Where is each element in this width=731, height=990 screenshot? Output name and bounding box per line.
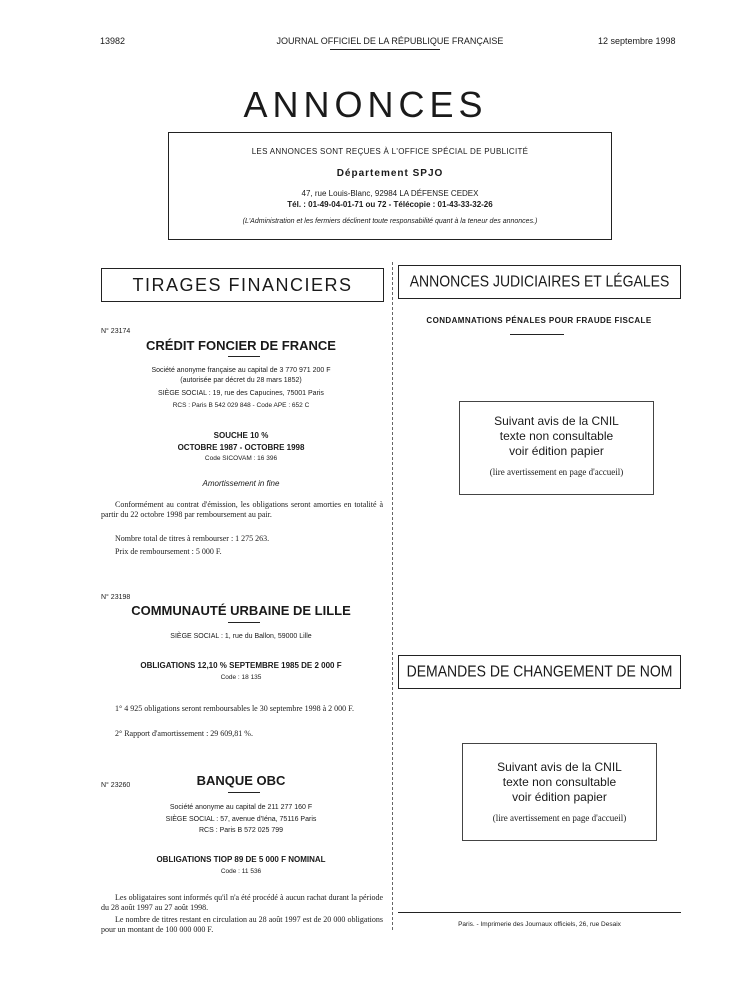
notice1-line1: Société anonyme française au capital de 3 770 971 200 F [151,367,331,374]
section-title-left: TIRAGES FINANCIERS [132,275,353,295]
cnil-notice-2 [462,743,657,841]
cnil2-line3: voir édition papier [512,790,607,804]
page-date: 12 septembre 1998 [598,36,676,46]
notice2-para1: 1° 4 925 obligations seront remboursables le 30 septembre 1998 à 2 000 F. [115,704,354,713]
announce-address: 47, rue Louis-Blanc, 92984 LA DÉFENSE CEDEX [301,189,479,198]
notice1-heading2: OCTOBRE 1987 - OCTOBRE 1998 [177,443,305,452]
notice-rule [228,622,260,623]
notice3-para1: Les obligataires sont informés qu'il n'a été procédé à aucun rachat durant la période du 28 août 1997 au 27 août 1998. [101,893,383,912]
notice2-line1: SIÈGE SOCIAL : 1, rue du Ballon, 59000 Lille [170,633,312,640]
subsection-rule [510,334,564,335]
notice1-heading1: SOUCHE 10 % [213,431,269,440]
notice3-line2: SIÈGE SOCIAL : 57, avenue d'Iéna, 75116 Paris [165,816,317,823]
notice2-para2: 2° Rapport d'amortissement : 29 609,81 %. [115,729,253,738]
cnil2-line1: Suivant avis de la CNIL [497,760,622,774]
page-number: 13982 [100,36,126,46]
subsection-condamnations: CONDAMNATIONS PÉNALES POUR FRAUDE FISCALE [426,316,652,325]
section-changement-nom [398,655,681,689]
notice2-code: Code : 18 135 [220,674,262,681]
cnil1-line2: texte non consultable [499,429,614,443]
notice-number-2: N° 23198 [101,594,131,601]
notice1-para2: Nombre total de titres à rembourser : 1 275 263. [115,534,270,543]
notice3-line1: Société anonyme au capital de 211 277 160 F [169,804,313,811]
notice3-heading1: OBLIGATIONS TIOP 89 DE 5 000 F NOMINAL [156,855,326,864]
cnil1-line3: voir édition papier [509,444,604,458]
printer-footer: Paris. - Imprimerie des Journaux officiels, 26, rue Desaix [458,921,621,928]
notice1-line4: RCS : Paris B 542 029 848 - Code APE : 652 C [172,402,310,409]
footer-rule [398,912,681,913]
cnil1-line4: (lire avertissement en page d'accueil) [489,467,624,477]
notice-rule [228,792,260,793]
announce-phone: Tél. : 01-49-04-01-71 ou 72 - Télécopie : 01-43-33-32-26 [287,200,493,209]
notice3-code: Code : 11 536 [220,868,262,875]
section-annonces-judiciaires [398,265,681,299]
column-divider [392,262,393,930]
notice1-line3: SIÈGE SOCIAL : 19, rue des Capucines, 75001 Paris [158,390,324,397]
section-title-right-2: DEMANDES DE CHANGEMENT DE NOM [406,661,673,681]
announce-department: Département SPJO [336,168,444,179]
notice1-amortissement: Amortissement in fine [202,479,280,488]
cnil-notice-1 [459,401,654,495]
announce-line-1: LES ANNONCES SONT REÇUES À L'OFFICE SPÉCIAL DE PUBLICITÉ [251,147,529,156]
journal-title: JOURNAL OFFICIEL DE LA RÉPUBLIQUE FRANÇAISE [276,36,504,46]
notice1-line2: (autorisée par décret du 28 mars 1852) [180,377,302,384]
announce-disclaimer: (L'Administration et les fermiers déclinent toute responsabilité quant à la teneur des annonces.) [242,218,538,225]
cnil2-line2: texte non consultable [502,775,617,789]
notice2-heading1: OBLIGATIONS 12,10 % SEPTEMBRE 1985 DE 2 000 F [140,661,342,670]
notice1-para1: Conformément au contrat d'émission, les obligations seront amorties en totalité à partir du 22 octobre 1998 par remboursement au pair. [101,500,383,519]
notice-company-3: BANQUE OBC [196,773,286,788]
notice1-para3: Prix de remboursement : 5 000 F. [115,547,222,556]
notice3-para2: Le nombre de titres restant en circulation au 28 août 1997 est de 20 000 obligations pour un montant de 100 000 000 F. [101,915,383,934]
notice-company-2: COMMUNAUTÉ URBAINE DE LILLE [131,603,351,618]
notice1-code: Code SICOVAM : 16 396 [204,455,278,462]
section-title-right-1: ANNONCES JUDICIAIRES ET LÉGALES [409,271,670,291]
notice-company-1: CRÉDIT FONCIER DE FRANCE [146,338,336,353]
header-rule [330,49,440,50]
cnil2-line4: (lire avertissement en page d'accueil) [492,813,627,823]
notice-rule [228,356,260,357]
announce-box [168,132,612,240]
notice-number-3: N° 23260 [101,782,131,789]
page-title: ANNONCES [243,84,488,125]
section-tirages-financiers [101,268,384,302]
notice-number-1: N° 23174 [101,328,131,335]
notice3-line3: RCS : Paris B 572 025 799 [198,827,284,834]
cnil1-line1: Suivant avis de la CNIL [494,414,619,428]
